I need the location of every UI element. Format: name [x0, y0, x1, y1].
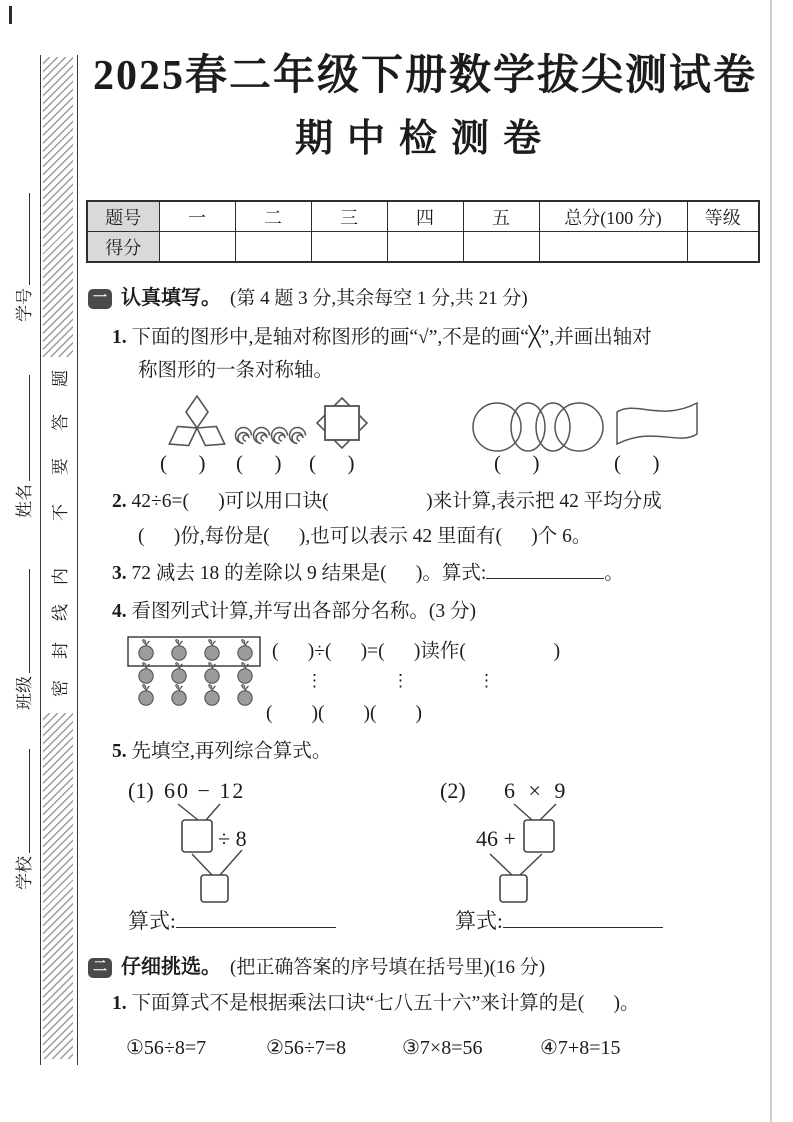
score-cell: [463, 232, 539, 263]
shape-answer-paren: ( ): [160, 451, 206, 475]
s1-q4-number: 4.: [112, 601, 127, 622]
s2-q1-choice-1: ①56÷8=7: [126, 1037, 207, 1059]
s1-q5-text: 先填空,再列综合算式。: [131, 741, 332, 762]
square-with-star-points-shape: [317, 398, 367, 448]
school-blank-line: [14, 749, 30, 853]
s2-q1-number: 1.: [112, 993, 127, 1014]
q5-d1-mid-operator: ÷ 8: [218, 826, 247, 851]
section2-title: 仔细挑选。: [121, 956, 221, 978]
s1-q1-line2: 称图形的一条对称轴。: [138, 360, 334, 381]
s1-q2-line1: [112, 490, 662, 514]
s1-q4-equation: ( )÷( )=( )读作( ): [272, 641, 561, 662]
score-table-header-row: [87, 201, 759, 232]
q5-d1-expression: 60 − 12: [164, 778, 246, 803]
class-field: [10, 560, 34, 710]
s2-q1-line: [112, 992, 640, 1016]
s2-q1-choice-3: ③7×8=56: [402, 1037, 483, 1059]
col-part-3: 三: [311, 201, 387, 232]
q5-d2-expression: 6 × 9: [504, 778, 570, 803]
score-table-score-row: [87, 232, 759, 263]
shape-answer-paren: ( ): [494, 451, 540, 475]
apple-array-figure: [126, 634, 266, 708]
hatch-top: [43, 57, 73, 357]
seal-char: 要: [51, 458, 70, 475]
school-field: [10, 740, 34, 890]
section2-header: [88, 955, 748, 980]
s2-q1-text: 下面算式不是根据乘法口诀“七八五十六”来计算的是( )。: [131, 993, 640, 1014]
page-title: 2025春二年级下册数学拔尖测试卷: [92, 53, 757, 99]
q5-d1-box2: [201, 875, 228, 902]
s1-q4-line: [112, 600, 476, 624]
s1-q3-number: 3.: [112, 563, 127, 584]
s1-q5-number: 5.: [112, 741, 127, 762]
hatch-bottom: [43, 713, 73, 1059]
student-number-field: [10, 184, 34, 322]
s1-q2-number: 2.: [112, 491, 127, 512]
s1-q4-vdots: ⋮: [306, 671, 323, 690]
student-number-blank-line: [14, 193, 30, 285]
section-one-icon: 一: [88, 289, 112, 309]
section2-note: (把正确答案的序号填在括号里)(16 分): [230, 956, 546, 978]
shape-answer-paren: ( ): [614, 451, 660, 475]
s1-q3-line: [112, 562, 624, 586]
s1-q3-answer-line: [486, 562, 604, 579]
s1-q2-line2: ( )份,每份是( ),也可以表示 42 里面有( )个 6。: [138, 526, 592, 547]
scan-corner-mark: [9, 6, 12, 24]
score-table: [86, 200, 760, 263]
seal-char: 密: [51, 680, 70, 697]
score-cell: [539, 232, 687, 263]
symmetry-shapes-figure: [85, 396, 760, 456]
section1-title: 认真填写。: [121, 287, 221, 309]
s1-q1-text1: 下面的图形中,是轴对称图形的画“√”,不是的画“╳”,并画出轴对: [131, 327, 652, 348]
class-label: 班级: [15, 676, 34, 710]
student-number-label: 学号: [15, 288, 34, 322]
score-cell: [235, 232, 311, 263]
name-field: [10, 366, 34, 518]
s1-q3-period: 。: [604, 563, 624, 584]
seal-char: 内: [51, 568, 70, 585]
school-label: 学校: [15, 856, 34, 890]
seal-char: 线: [51, 604, 70, 621]
q5-diagram-2: [432, 772, 652, 904]
row-score-label: 得分: [87, 232, 159, 263]
s1-q1-line1: [112, 326, 652, 350]
s1-q2-text1: 42÷6=( )可以用口诀( )来计算,表示把 42 平均分成: [131, 491, 662, 512]
s1-q4-vdots: ⋮: [478, 671, 495, 690]
q5-d2-mid-operator: 46 +: [476, 826, 516, 851]
class-blank-line: [14, 569, 30, 673]
q5-diagram-1: [120, 772, 340, 904]
name-label: 姓名: [15, 484, 34, 518]
page-subtitle: 期中检测卷: [294, 118, 555, 160]
shape-answer-paren: ( ): [236, 451, 282, 475]
shape-answer-paren: ( ): [309, 451, 355, 475]
s1-q3-text: 72 减去 18 的差除以 9 结果是( )。算式:: [131, 563, 487, 584]
name-blank-line: [14, 375, 30, 481]
s1-q4-vdots: ⋮: [392, 671, 409, 690]
q5-d2-label: (2): [440, 778, 466, 803]
col-part-4: 四: [387, 201, 463, 232]
section1-header: [88, 286, 748, 311]
col-question-number: 题号: [87, 201, 159, 232]
s2-q1-choice-2: ②56÷7=8: [266, 1037, 347, 1059]
wavy-flag-shape: [617, 403, 697, 444]
col-part-2: 二: [235, 201, 311, 232]
seal-char: 答: [51, 414, 70, 431]
score-cell: [159, 232, 235, 263]
score-cell: [387, 232, 463, 263]
section-two-icon: 二: [88, 958, 112, 978]
section1-note: (第 4 题 3 分,其余每空 1 分,共 21 分): [230, 287, 528, 309]
col-total: 总分(100 分): [539, 201, 687, 232]
col-part-1: 一: [159, 201, 235, 232]
q5-d1-formula-row: [128, 908, 336, 934]
q5-d2-formula-row: [455, 908, 663, 934]
score-cell: [687, 232, 759, 263]
q5-d2-formula-line: [503, 911, 663, 928]
s1-q4-name-parens: ( )( )( ): [266, 703, 422, 724]
s1-q1-number: 1.: [112, 327, 127, 348]
three-diamond-pinwheel-shape: [164, 396, 230, 454]
q5-d1-label: (1): [128, 778, 154, 803]
q5-d1-formula-label: 算式:: [128, 909, 176, 933]
col-grade: 等级: [687, 201, 759, 232]
spiral-waves-shape: [236, 428, 306, 444]
q5-d1-box1: [182, 820, 212, 852]
overlapping-rings-shape: [473, 403, 603, 451]
s2-q1-choice-4: ④7+8=15: [540, 1037, 621, 1059]
seal-char: 封: [51, 642, 70, 659]
q5-d2-formula-label: 算式:: [455, 909, 503, 933]
s1-q5-line: [112, 740, 331, 764]
page-right-edge: [770, 0, 772, 1122]
seal-char: 题: [51, 370, 70, 387]
s1-q4-text: 看图列式计算,并写出各部分名称。(3 分): [131, 601, 476, 622]
score-cell: [311, 232, 387, 263]
q5-d1-formula-line: [176, 911, 336, 928]
q5-d2-box2: [500, 875, 527, 902]
col-part-5: 五: [463, 201, 539, 232]
seal-char: 不: [51, 504, 70, 521]
q5-d2-box1: [524, 820, 554, 852]
